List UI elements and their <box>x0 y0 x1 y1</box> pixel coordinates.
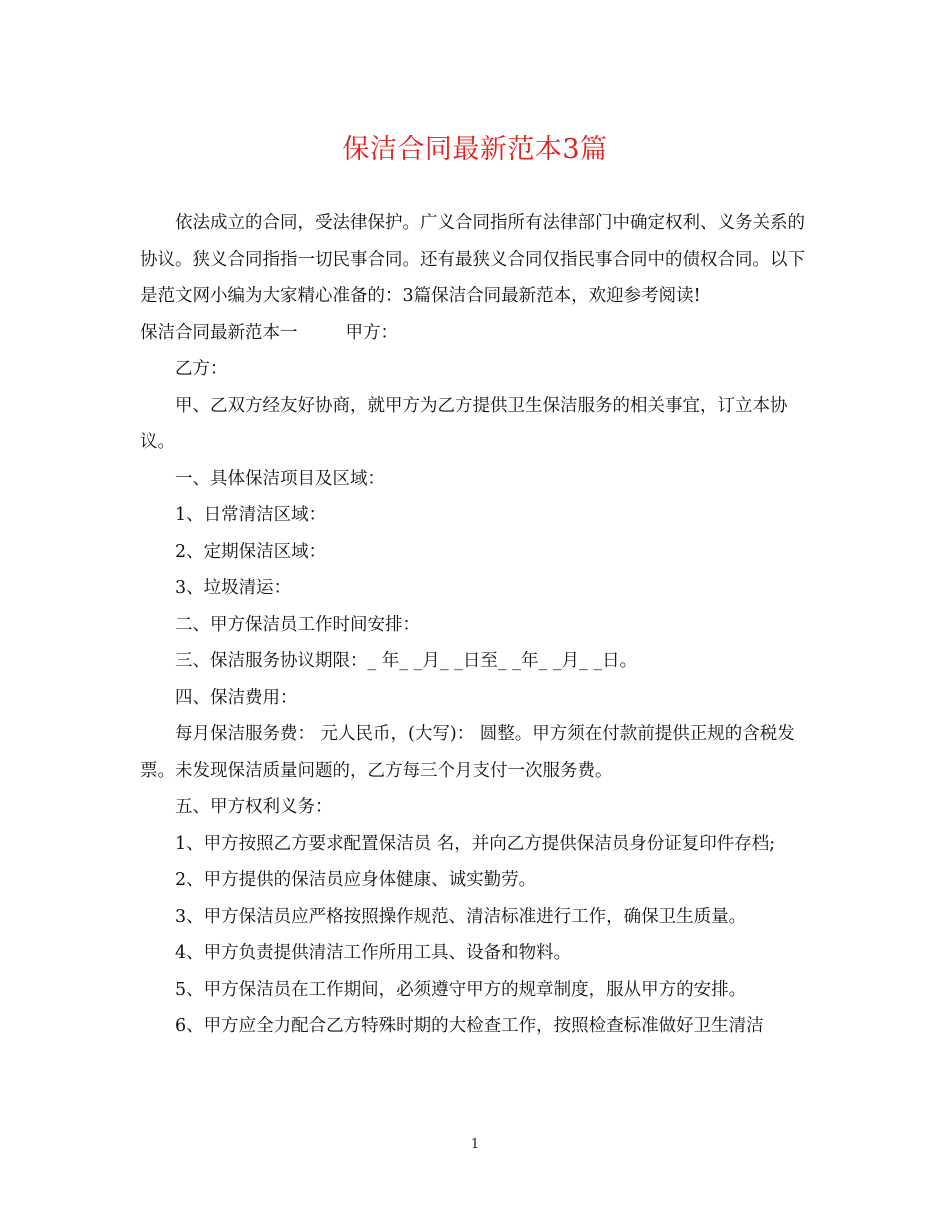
party-b-label: 乙方： <box>175 359 228 379</box>
clause-item: 5、甲方保洁员在工作期间，必须遵守甲方的规章制度，服从甲方的安排。 <box>175 979 747 1000</box>
clause-heading: 三、保洁服务协议期限：_ 年_ _月_ _日至_ _年_ _月_ _日。 <box>175 651 638 671</box>
document-title: 保洁合同最新范本3篇 <box>342 134 608 165</box>
clause-item: 6、甲方应全力配合乙方特殊时期的大检查工作，按照检查标准做好卫生清洁 <box>175 1016 764 1036</box>
clause-item: 1、甲方按照乙方要求配置保洁员 名，并向乙方提供保洁员身份证复印件存档; <box>175 833 776 854</box>
section-heading-line <box>140 315 820 352</box>
document-body <box>140 205 820 1045</box>
clause-heading: 二、甲方保洁员工作时间安排： <box>175 614 420 635</box>
section-heading: 保洁合同最新范本一 <box>140 322 298 343</box>
clause-heading: 一、具体保洁项目及区域： <box>175 468 385 489</box>
clause-item: 2、定期保洁区域： <box>175 541 327 562</box>
clause-item: 1、日常清洁区域： <box>175 505 327 525</box>
intro-paragraph: 依法成立的合同，受法律保护。广义合同指所有法律部门中确定权利、义务关系的协议。狭义合同指指一切民事合同。还有最狭义合同仅指民事合同中的债权合同。以下是范文网小编为大家精心准备的：3篇保洁合同最新范本，欢迎参考阅读! <box>140 213 805 306</box>
clause-heading: 五、甲方权利义务： <box>175 797 333 817</box>
page-number: 1 <box>470 1137 480 1152</box>
paragraph: 甲、乙双方经友好协商，就甲方为乙方提供卫生保洁服务的相关事宜，订立本协议。 <box>140 395 788 452</box>
clause-heading: 四、保洁费用： <box>175 687 298 708</box>
paragraph: 每月保洁服务费： 元人民币，(大写)： 圆整。甲方须在付款前提供正规的含税发票。未发现保洁质量问题的，乙方每三个月支付一次服务费。 <box>140 724 795 781</box>
clause-item: 2、甲方提供的保洁员应身体健康、诚实勤劳。 <box>175 870 537 890</box>
party-a-label: 甲方： <box>345 322 398 343</box>
clause-item: 3、垃圾清运： <box>175 578 292 598</box>
clause-item: 4、甲方负责提供清洁工作所用工具、设备和物料。 <box>175 943 572 963</box>
clause-item: 3、甲方保洁员应严格按照操作规范、清洁标准进行工作，确保卫生质量。 <box>175 906 747 927</box>
